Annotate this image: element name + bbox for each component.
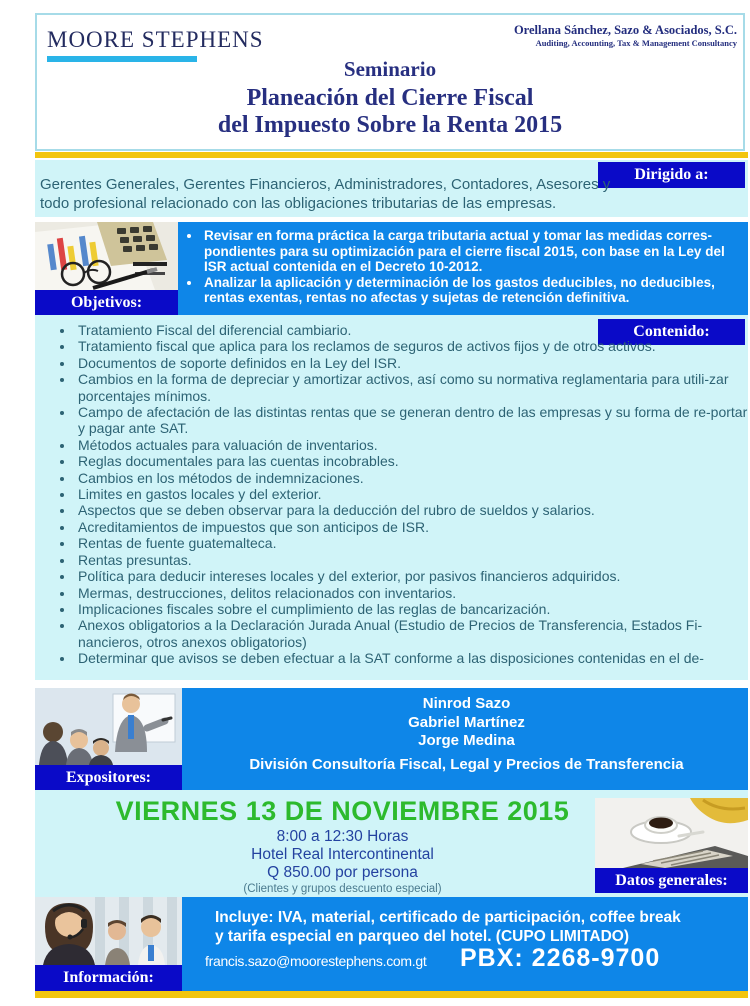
objetivos-list: [187, 228, 747, 306]
title-line-1: Planeación del Cierre Fiscal: [246, 85, 534, 111]
firm-name: Orellana Sánchez, Sazo & Asociados, S.C.: [513, 23, 737, 37]
dirigido-label: Dirigido a:: [598, 162, 745, 188]
gold-divider-top: [35, 152, 748, 158]
list-item: • Cambios en los métodos de indemnizaciones.: [75, 470, 749, 486]
list-item: • Acreditamientos de impuestos que son anticipos de ISR.: [75, 519, 749, 535]
objetivos-label: Objetivos:: [35, 290, 178, 315]
logo-text: MOORE STEPHENS: [47, 27, 264, 52]
list-item: • Reglas documentales para las cuentas incobrables.: [75, 453, 749, 469]
contenido-list: [59, 322, 749, 667]
contact-email: francis.sazo@moorestephens.com.gt: [205, 953, 427, 969]
firm-tagline: Auditing, Accounting, Tax & Management Consultancy: [535, 38, 737, 48]
dirigido-text: Gerentes Generales, Gerentes Financieros, Administradores, Contadores, Asesores y todo profesional relacionado con las obligaciones tributarias de las empresas.: [40, 176, 611, 212]
list-item: • Documentos de soporte definidos en la Ley del ISR.: [75, 355, 749, 371]
list-item: Ninrod Sazo: [422, 695, 511, 712]
list-item: • Aspectos que se deben observar para la deducción del rubro de sueldos y salarios.: [75, 502, 749, 518]
page-title: [37, 85, 743, 139]
list-item: Gabriel Martínez: [408, 713, 525, 731]
section-datos-generales: [35, 790, 748, 897]
includes-line-2: y tarifa especial en parqueo del hotel. (CUPO LIMITADO): [215, 928, 629, 945]
list-item: • Limites en gastos locales y del exterior.: [75, 486, 749, 502]
list-item: • Analizar la aplicación y determinación de los gastos deducibles, no deducibles, rentas exentas, rentas no afectas y sujetas de retención definitiva.: [202, 275, 747, 306]
datos-generales-label: Datos generales:: [595, 868, 748, 893]
section-objetivos: [35, 222, 748, 315]
list-item: Jorge Medina: [418, 732, 515, 749]
list-item: • Tratamiento fiscal que aplica para los reclamos de seguros de activos fijos y de otros activos.: [75, 338, 749, 354]
calculator-charts-photo: [35, 222, 178, 290]
section-informacion: [35, 897, 748, 991]
firm-identity: [514, 23, 737, 48]
event-date: VIERNES 13 DE NOVIEMBRE 2015: [115, 796, 570, 826]
list-item: • Revisar en forma práctica la carga tributaria actual y tomar las medidas corres-pondientes para su optimización para el cierre fiscal 2015, con base en la Ley del ISR actual contenida en el Decreto 10-2012.: [202, 228, 747, 275]
event-venue: Hotel Real Intercontinental: [251, 846, 434, 863]
event-time: 8:00 a 12:30 Horas: [276, 828, 409, 845]
list-item: • Rentas de fuente guatemalteca.: [75, 535, 749, 551]
gold-divider-bottom: [35, 991, 748, 998]
event-price: Q 850.00 por persona: [267, 864, 418, 881]
presenter-at-whiteboard-photo: [35, 688, 182, 765]
section-dirigido: [35, 160, 748, 217]
list-item: • Anexos obligatorios a la Declaración Jurada Anual (Estudio de Precios de Transferencia, Estados Fi-nancieros, otros anexos obligatorios): [75, 617, 749, 650]
section-contenido: [35, 315, 748, 680]
list-item: • Mermas, destrucciones, delitos relacionados con inventarios.: [75, 585, 749, 601]
expositores-division: División Consultoría Fiscal, Legal y Precios de Transferencia: [249, 756, 684, 773]
expositores-label: Expositores:: [35, 765, 182, 790]
list-item: • Métodos actuales para valuación de inventarios.: [75, 437, 749, 453]
coffee-cup-newspaper-photo: [595, 798, 748, 868]
event-details: [55, 828, 630, 882]
list-item: • Cambios en la forma de depreciar y amortizar activos, así como su normativa reglamentaria para utili-zar porcentajes mínimos.: [75, 371, 749, 404]
header: [35, 13, 745, 151]
contenido-label: Contenido:: [598, 319, 745, 345]
list-item: • Determinar que avisos se deben efectuar a la SAT conforme a las disposiciones contenidas en el de-: [75, 650, 749, 666]
title-line-2: del Impuesto Sobre la Renta 2015: [217, 112, 563, 138]
list-item: • Campo de afectación de las distintas rentas que se generan dentro de las empresas y su forma de re-portar y pagar ante SAT.: [75, 404, 749, 437]
contact-phone: PBX: 2268-9700: [460, 944, 661, 972]
list-item: • Rentas presuntas.: [75, 552, 749, 568]
includes-text: [215, 908, 735, 946]
discount-note: (Clientes y grupos descuento especial): [243, 883, 442, 895]
call-center-agent-photo: [35, 897, 182, 965]
expositores-names: [185, 695, 748, 751]
event-type: Seminario: [343, 57, 437, 81]
list-item: • Implicaciones fiscales sobre el cumplimiento de las reglas de bancarización.: [75, 601, 749, 617]
list-item: • Política para deducir intereses locales y del exterior, por pasivos financieros adquiridos.: [75, 568, 749, 584]
section-expositores: [35, 688, 748, 790]
list-item: • Tratamiento Fiscal del diferencial cambiario.: [75, 322, 749, 338]
informacion-label: Información:: [35, 965, 182, 991]
includes-line-1: Incluye: IVA, material, certificado de participación, coffee break: [215, 909, 681, 926]
